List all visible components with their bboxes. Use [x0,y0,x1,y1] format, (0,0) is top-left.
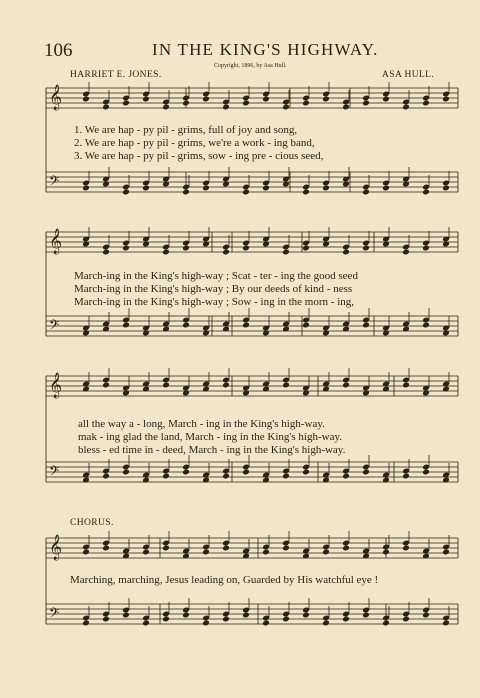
note-head [262,549,270,556]
note-head [302,469,310,476]
note-head [302,322,310,329]
note-head [302,100,310,107]
copyright-notice: Copyright, 1896, by Asa Hull. [214,63,287,69]
note-head [142,620,150,627]
note-head [282,545,290,552]
note-head [362,469,370,476]
note-head [422,100,430,107]
note-head [402,104,410,111]
note-head [142,549,150,556]
system2-verse1: March-ing in the King's high-way ; Scat - ter - ing the good seed [74,270,358,282]
system2-verse2: March-ing in the King's high-way ; By our deeds of kind - ness [74,283,353,295]
note-head [162,545,170,552]
bass-clef-icon: 𝄢 [49,605,60,624]
system4-chorus: Marching, marching, Jesus leading on, Guarded by His watchful eye ! [70,574,379,586]
note-head [162,473,170,480]
note-head [322,96,330,103]
note-head [402,545,410,552]
hymn-title: IN THE KING'S HIGHWAY. [152,40,379,59]
note-head [102,473,110,480]
note-head [82,96,90,103]
note-head [302,189,310,196]
bass-clef-icon: 𝄢 [49,317,60,336]
note-head [422,469,430,476]
note-head [122,245,130,252]
note-head [342,545,350,552]
note-head [222,249,230,256]
lyricist-credit: HARRIET E. JONES. [70,70,162,80]
note-head [262,185,270,192]
note-head [342,473,350,480]
treble-clef-icon: 𝄞 [49,373,63,398]
note-head [202,185,210,192]
note-head [342,249,350,256]
system1-verse2: 2. We are hap - py pil - grims, we're a work - ing band, [74,137,315,149]
note-head [222,473,230,480]
note-head [202,620,210,627]
note-head [122,189,130,196]
note-head [82,185,90,192]
note-head [282,473,290,480]
note-head [342,382,350,389]
note-head [362,189,370,196]
note-head [402,249,410,256]
note-head [82,549,90,556]
note-head [382,620,390,627]
note-head [302,245,310,252]
system3-verse2: mak - ing glad the land, March - ing in the King's high-way. [78,431,342,443]
note-head [162,104,170,111]
note-head [422,612,430,619]
note-head [422,322,430,329]
composer-credit: ASA HULL. [382,70,435,80]
note-head [222,545,230,552]
note-head [362,322,370,329]
note-head [242,189,250,196]
note-head [282,616,290,623]
note-head [362,245,370,252]
bass-clef-icon: 𝄢 [49,173,60,192]
note-head [182,322,190,329]
note-head [322,185,330,192]
note-head [402,382,410,389]
note-head [162,249,170,256]
system1-verse3: 3. We are hap - py pil - grims, sow - ing pre - cious seed, [74,150,324,162]
system1-verse1: 1. We are hap - py pil - grims, full of joy and song, [74,124,298,136]
note-head [182,612,190,619]
note-head [362,100,370,107]
note-head [302,612,310,619]
note-head [182,189,190,196]
system3-verse1: all the way a - long, March - ing in the King's high-way. [78,418,325,430]
note-head [242,245,250,252]
note-head [442,185,450,192]
note-head [382,185,390,192]
note-head [402,616,410,623]
note-head [162,382,170,389]
treble-clef-icon: 𝄞 [49,535,63,560]
note-head [422,189,430,196]
note-head [382,549,390,556]
bass-clef-icon: 𝄢 [49,463,60,482]
note-head [122,322,130,329]
note-head [442,620,450,627]
note-head [282,104,290,111]
treble-clef-icon: 𝄞 [49,85,63,110]
note-head [422,245,430,252]
note-head [322,549,330,556]
note-head [262,620,270,627]
note-head [122,612,130,619]
note-head [122,100,130,107]
note-head [162,616,170,623]
note-head [222,104,230,111]
note-head [242,322,250,329]
note-head [102,104,110,111]
system3-verse3: bless - ed time in - deed, March - ing in the King's high-way. [78,444,346,456]
treble-clef-icon: 𝄞 [49,229,63,254]
system2-verse3: March-ing in the King's high-way ; Sow - ing in the morn - ing, [74,296,355,308]
note-head [342,616,350,623]
note-head [382,96,390,103]
note-head [102,545,110,552]
note-head [362,612,370,619]
note-head [102,382,110,389]
note-head [142,185,150,192]
note-head [182,245,190,252]
note-head [242,469,250,476]
note-head [222,382,230,389]
note-head [322,620,330,627]
note-head [442,96,450,103]
note-head [142,96,150,103]
note-head [262,96,270,103]
chorus-label: CHORUS. [70,518,114,528]
note-head [182,469,190,476]
note-head [102,249,110,256]
note-head [442,549,450,556]
note-head [242,612,250,619]
note-head [122,469,130,476]
note-head [102,616,110,623]
page-number: 106 [44,40,73,61]
note-head [202,96,210,103]
note-head [222,616,230,623]
note-head [242,100,250,107]
note-head [82,620,90,627]
note-head [282,382,290,389]
note-head [182,100,190,107]
note-head [282,249,290,256]
notes [82,82,450,626]
note-head [342,104,350,111]
note-head [402,473,410,480]
note-head [202,549,210,556]
